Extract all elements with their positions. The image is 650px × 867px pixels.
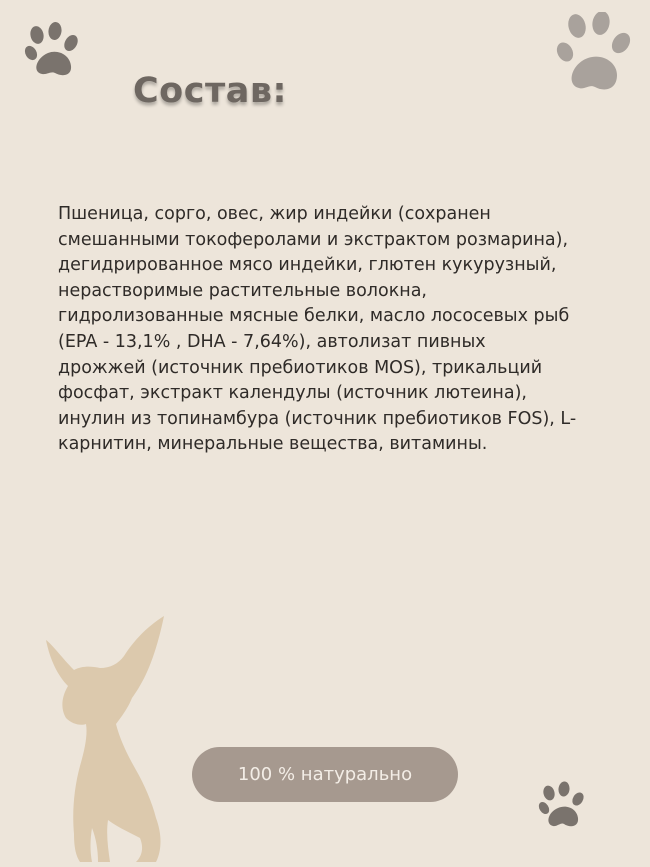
natural-badge: 100 % натурально	[192, 747, 458, 802]
dog-silhouette	[44, 612, 168, 864]
paw-icon	[538, 781, 588, 831]
page-title: Состав:	[133, 71, 288, 111]
paw-icon	[555, 12, 633, 96]
paw-icon	[24, 22, 82, 82]
composition-text: Пшеница, сорго, овес, жир индейки (сохранен смешанными токоферолами и экстрактом розмарина), дегидрированное мясо индейки, глютен кукурузный, нерастворимые растительные волокна, гидролизованные мясные белки, масло лососевых рыб (EPA - 13,1% , DHA - 7,64%), автолизат пивных дрожжей (источник пребиотиков MOS), трикальций фосфат, экстракт календулы (источник лютеина), инулин из топинамбура (источник пребиотиков FOS), L-карнитин, минеральные вещества, витамины.	[58, 204, 577, 455]
